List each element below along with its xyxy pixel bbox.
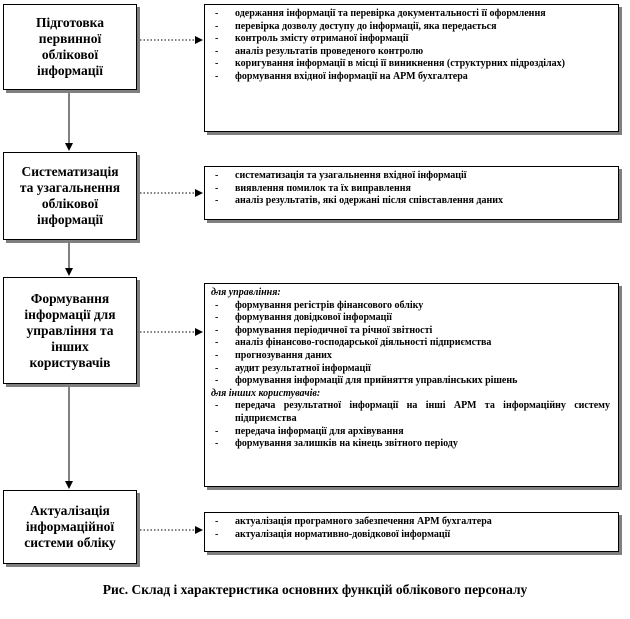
stage-box-actualization [3,490,137,564]
stage-label-line: облікової [41,196,99,211]
stage-label-line: та узагальнення [19,180,121,195]
stage-label-line: інформаційної [25,519,115,534]
detail-item: - виявлення помилок та їх виправлення [211,183,610,196]
detail-item: - актуалізація програмного забезпечення АРМ бухгалтера [211,516,610,529]
stage-label-line: Підготовка [36,15,104,30]
stage-label-line: інформації [36,212,104,227]
stage-box-forming [3,277,137,384]
detail-item: - формування інформації для прийняття управлінських рішень [211,375,610,388]
detail-item: - передача результатної інформації на інші АРМ та інформаційну систему підприємства [211,400,610,425]
detail-item: - коригування інформації в місці її виникнення (структурних підрозділах) [211,58,610,71]
detail-item: - контроль змісту отриманої інформації [211,33,610,46]
detail-item: - прогнозування даних [211,350,610,363]
detail-box-forming [204,283,619,487]
detail-box-actualization [204,512,619,552]
stage-label-line: інформації для [24,306,116,322]
detail-item: - аналіз фінансово-господарської діяльності підприємства [211,337,610,350]
detail-item: - аналіз результатів, які одержані після співставлення даних [211,195,610,208]
detail-item: - актуалізація нормативно-довідкової інформації [211,529,610,542]
stage-label-line: системи обліку [24,535,116,550]
detail-item: - аналіз результатів проведеного контролю [211,46,610,59]
section-heading-management: - для управління: [211,287,610,300]
stage-label-line: Систематизація [21,164,119,179]
stage-label-line: користувачів [29,354,111,370]
stage-label-line: облікової [41,47,99,62]
stage-box-systematization [3,152,137,240]
detail-item: - формування довідкової інформації [211,312,610,325]
stage-box-preparation [3,4,137,90]
stage-label-line: управління та [26,322,114,338]
detail-box-preparation [204,4,619,132]
stage-label-line: інформації [36,63,104,78]
detail-item: - формування регістрів фінансового обліку [211,300,610,313]
detail-item: - перевірка дозволу доступу до інформації, яка передається [211,21,610,34]
stage-label-line: Актуалізація [30,503,110,518]
detail-item: - формування періодичної та річної звітності [211,325,610,338]
detail-item: - аудит результатної інформації [211,363,610,376]
detail-item: - формування вхідної інформації на АРМ бухгалтера [211,71,610,84]
figure-caption: Рис. Склад і характеристика основних функцій облікового персоналу [102,582,528,597]
section-heading-other-users: - для інших користувачів: [211,388,610,401]
detail-item: - формування залишків на кінець звітного періоду [211,438,610,451]
detail-item: - одержання інформації та перевірка документальності її оформлення [211,8,610,21]
detail-item: - передача інформації для архівування [211,426,610,439]
detail-box-systematization [204,166,619,220]
stage-label-line: первинної [38,31,102,46]
detail-item: - систематизація та узагальнення вхідної інформації [211,170,610,183]
stage-label-line: інших [51,338,89,354]
stage-label-line: Формування [30,290,110,306]
